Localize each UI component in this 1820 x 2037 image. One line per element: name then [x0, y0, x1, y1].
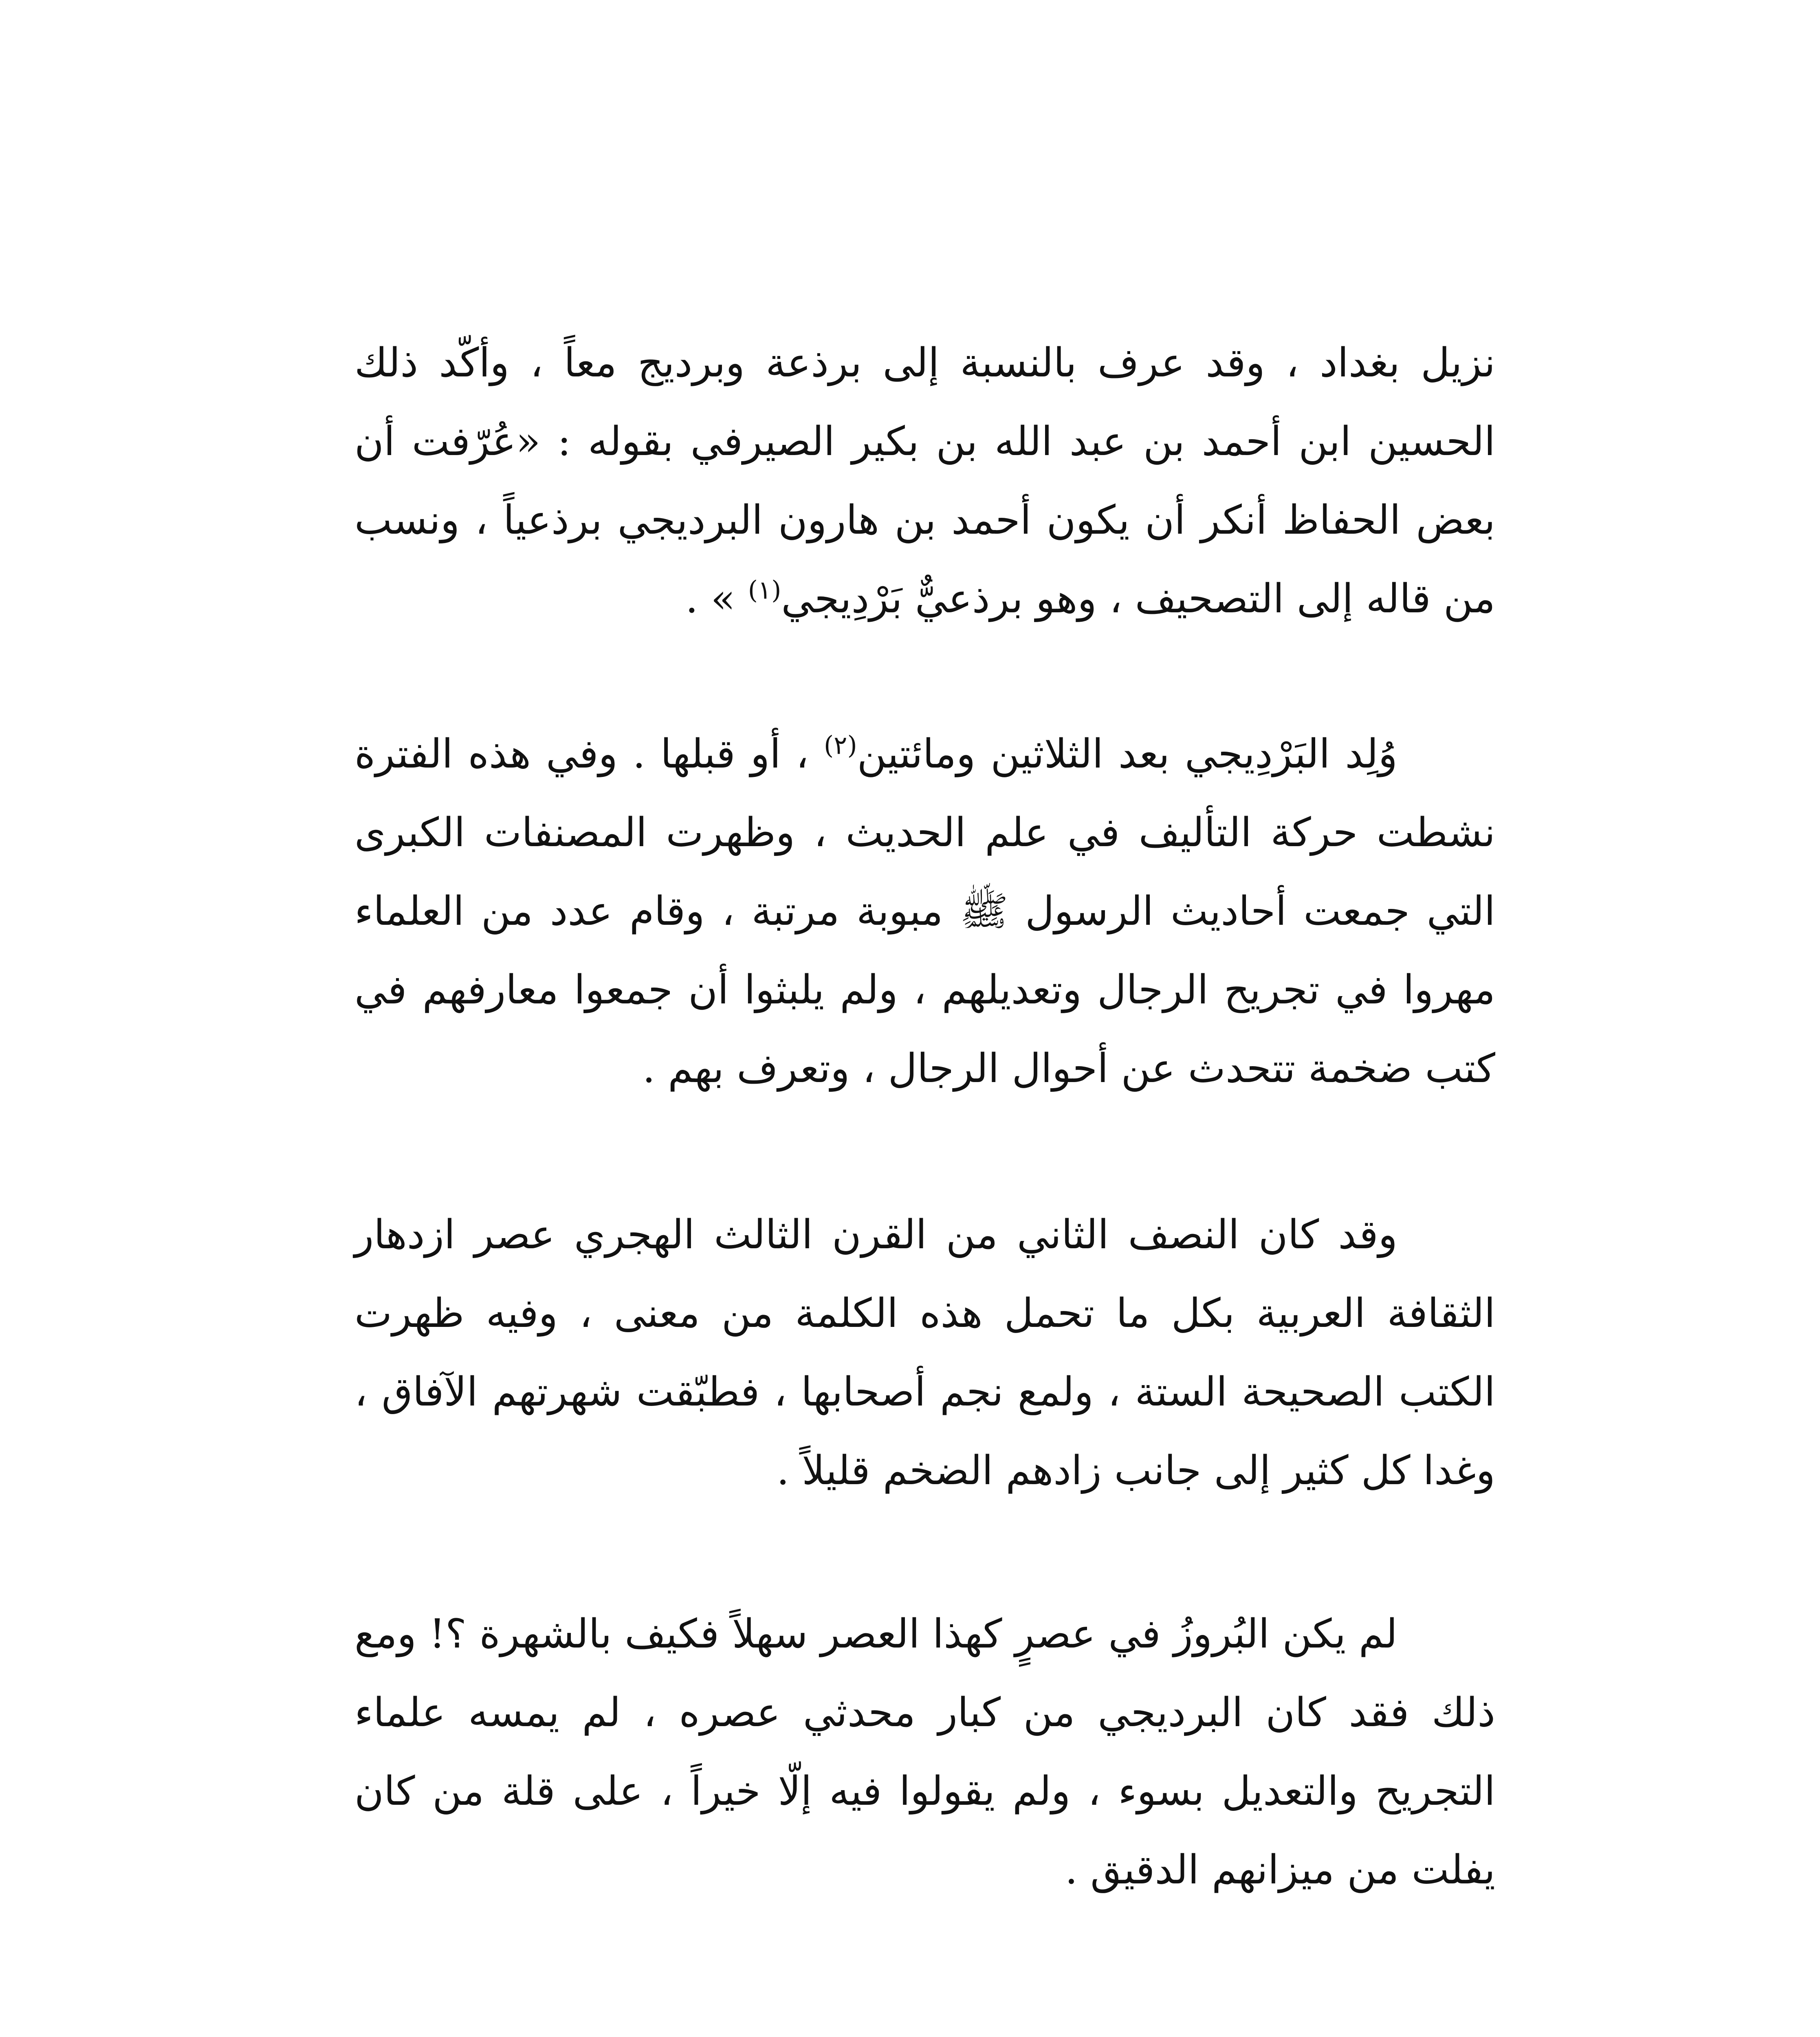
paragraph-1-tail: » . — [685, 576, 735, 622]
paragraph-3-text: وقد كان النصف الثاني من القرن الثالث الهجري عصر ازدهار الثقافة العربية بكل ما تحمل هذه الكلمة من معنى ، وفيه ظهرت الكتب الصحيحة الستة ، ولمع نجم أصحابها ، فطبّقت شهرتهم الآفاق ، وغدا كل كثير إلى جانب زادهم الضخم قليلاً . — [354, 1212, 1496, 1494]
paragraph-4 — [354, 1595, 1495, 1909]
paragraph-3 — [354, 1196, 1495, 1510]
footnote-ref-1: (١) — [748, 575, 781, 605]
footnote-ref-2: (٢) — [823, 730, 857, 760]
paragraph-1 — [354, 324, 1495, 638]
paragraph-2-tail: ، أو قبلها . وفي هذه الفترة نشطت حركة التأليف في علم الحديث ، وظهرت المصنفات الكبرى التي جمعت أحاديث الرسول ﷺ مبوبة مرتبة ، وقام عدد من العلماء مهروا في تجريح الرجال وتعديلهم ، ولم يلبثوا أن جمعوا معارفهم في كتب ضخمة تتحدث عن أحوال الرجال ، وتعرف بهم . — [354, 731, 1495, 1092]
paragraph-4-text: لم يكن البُروزُ في عصرٍ كهذا العصر سهلاً فكيف بالشهرة ؟! ومع ذلك فقد كان البرديجي من كبار محدثي عصره ، لم يمسه علماء التجريح والتعديل بسوء ، ولم يقولوا فيه إلّا خيراً ، على قلة من كان يفلت من ميزانهم الدقيق . — [354, 1611, 1495, 1893]
paragraph-2 — [354, 715, 1495, 1108]
paragraph-2-text: وُلِد البَرْدِيجي بعد الثلاثين ومائتين — [857, 731, 1398, 777]
paragraph-1-text: نزيل بغداد ، وقد عرف بالنسبة إلى برذعة وبرديج معاً ، وأكّد ذلك الحسين ابن أحمد بن عبد الله بن بكير الصيرفي بقوله : «عُرّفت أن بعض الحفاظ أنكر أن يكون أحمد بن هارون البرديجي برذعياً ، ونسب من قاله إلى التصحيف ، وهو برذعيٌّ بَرْدِيجي — [354, 340, 1495, 622]
